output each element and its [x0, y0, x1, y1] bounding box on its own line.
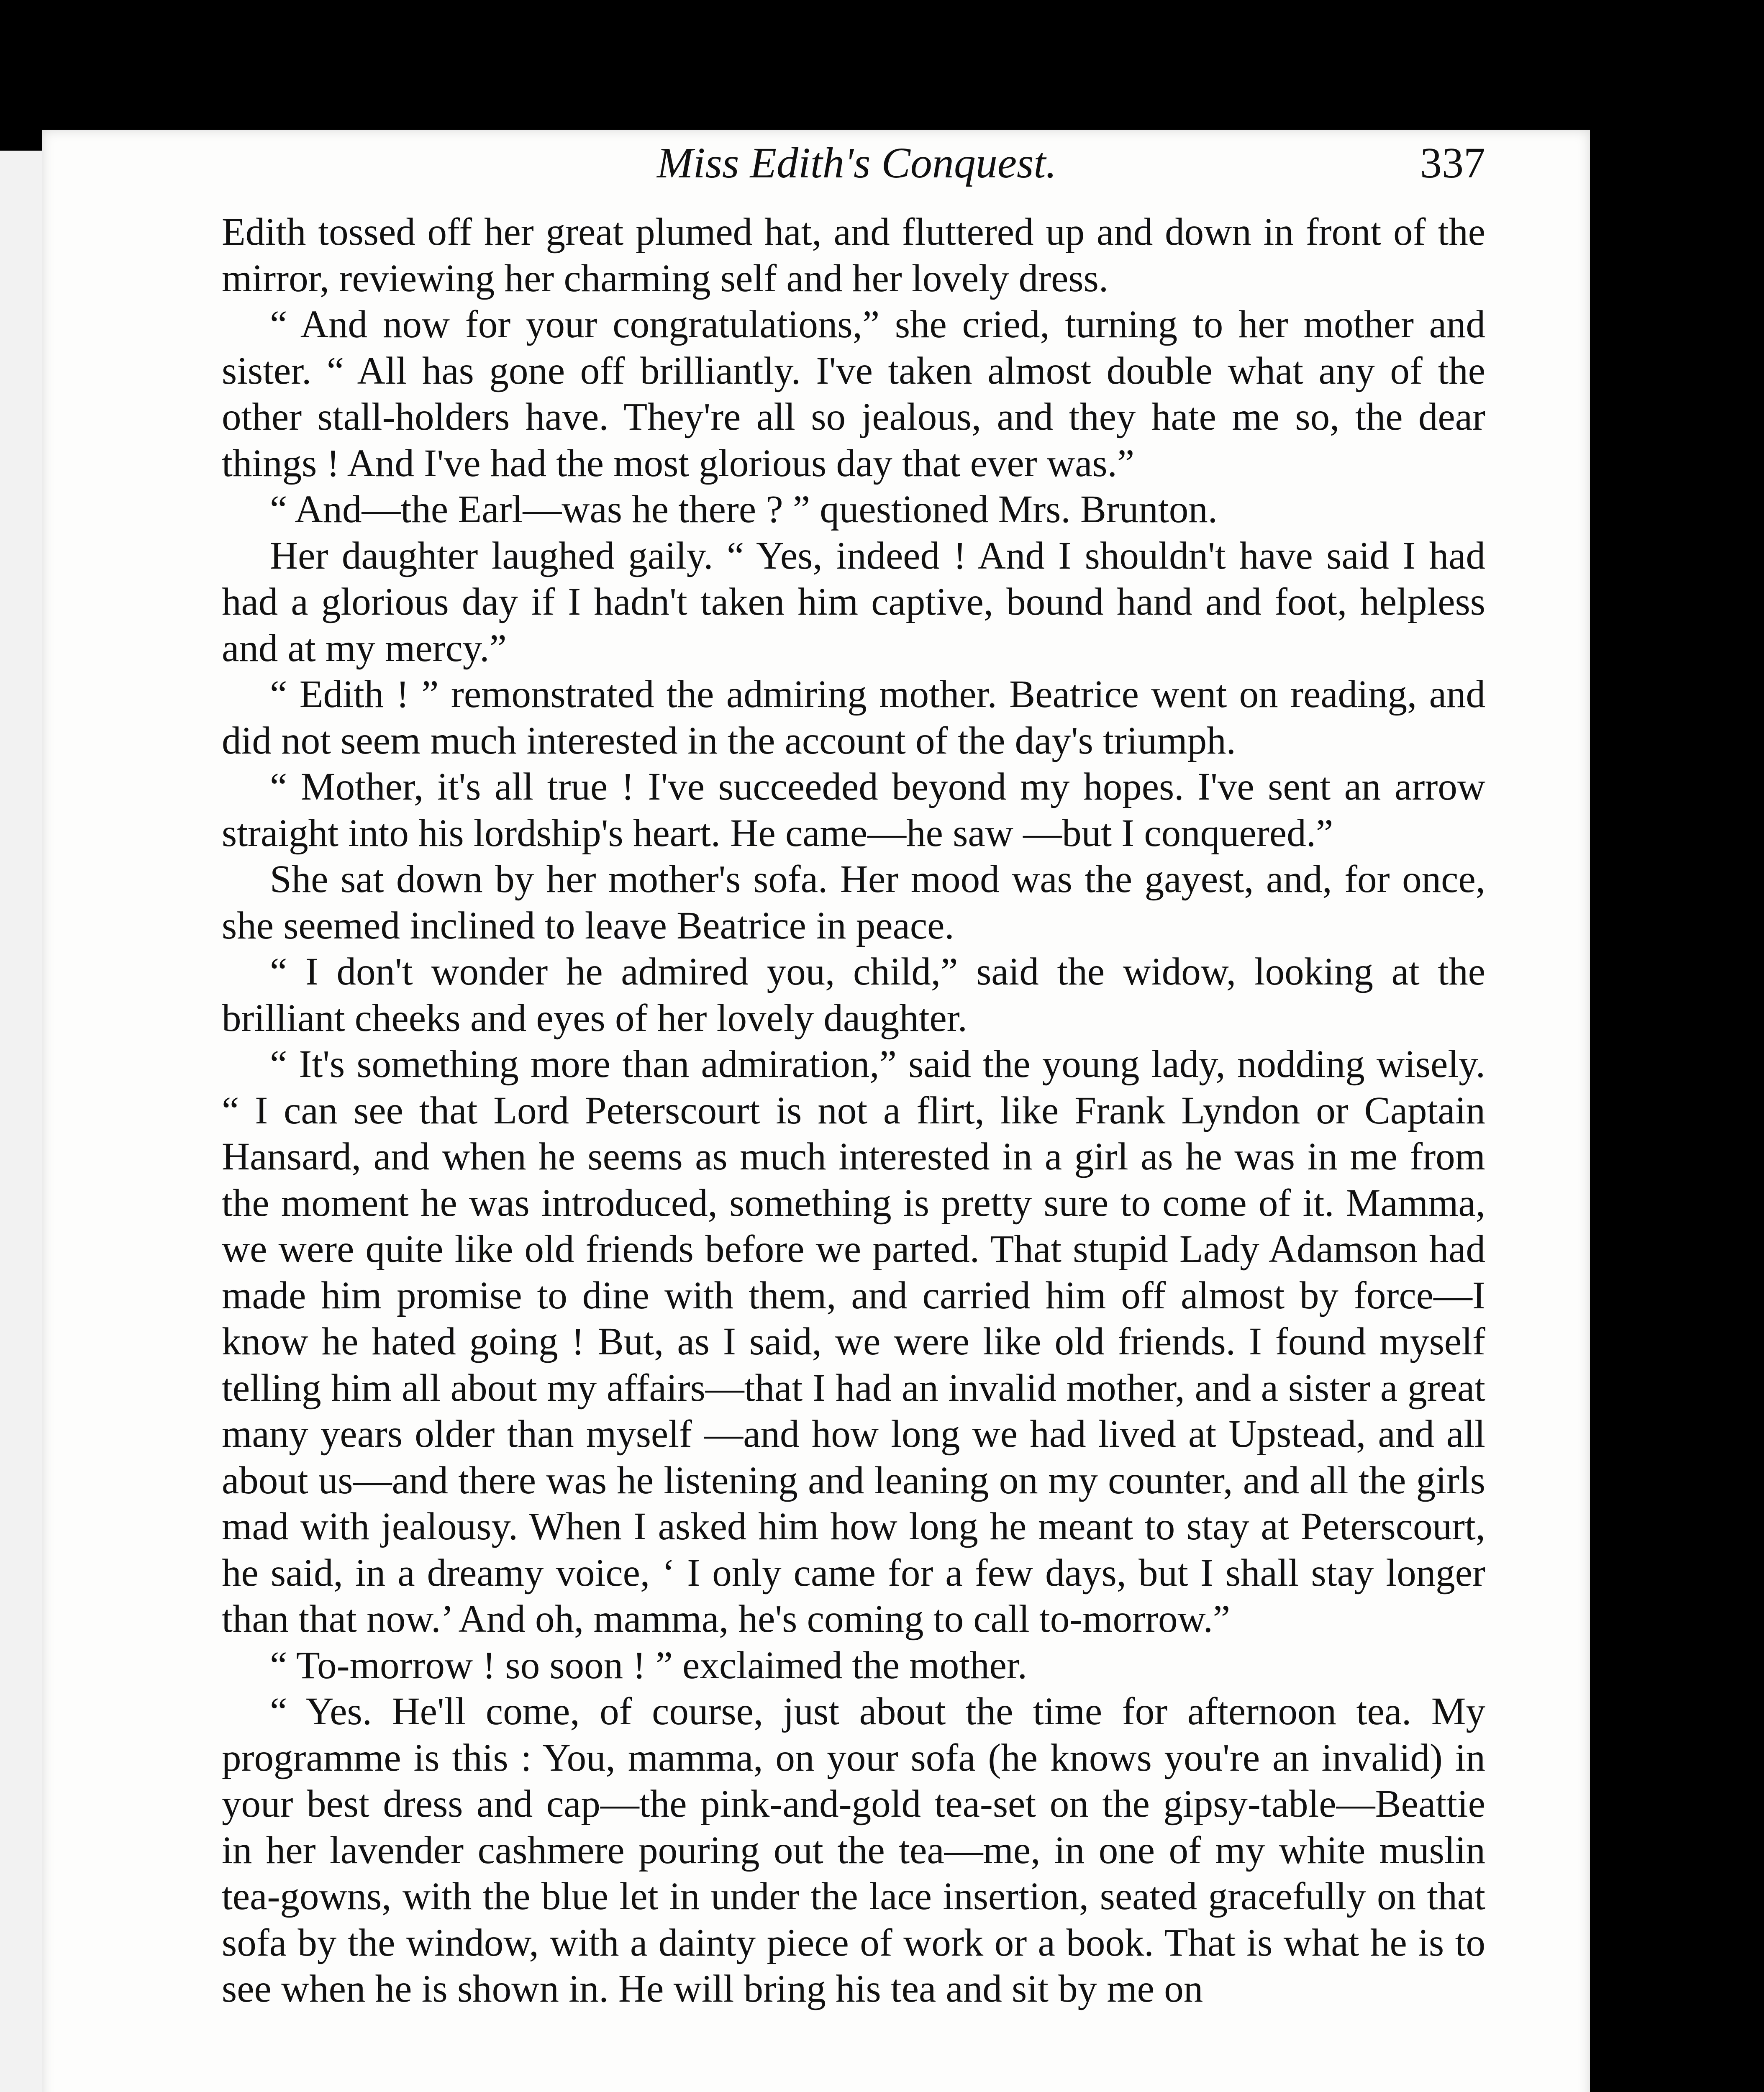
paragraph: “ Mother, it's all true ! I've succeeded beyond my hopes. I've sent an arrow straight into his lordship's heart. He came—he saw —but I conquered.”	[222, 765, 1485, 855]
book-spine-edge	[0, 151, 46, 2092]
paragraph: Edith tossed off her great plumed hat, and fluttered up and down in front of the mirror, reviewing her charming self and her lovely dress.	[222, 210, 1485, 300]
paragraph: Her daughter laughed gaily. “ Yes, indeed ! And I shouldn't have said I had had a glorious day if I hadn't taken him captive, bound hand and foot, helpless and at my mercy.”	[222, 534, 1485, 670]
paragraph: “ I don't wonder he admired you, child,” said the widow, looking at the brilliant cheeks and eyes of her lovely daughter.	[222, 950, 1485, 1040]
paragraph: “ And—the Earl—was he there ? ” questioned Mrs. Brunton.	[270, 488, 1218, 531]
paragraph: “ To-morrow ! so soon ! ” exclaimed the mother.	[270, 1643, 1027, 1687]
body-text	[222, 209, 1485, 2013]
paragraph: “ It's something more than admiration,” said the young lady, nodding wisely. “ I can see that Lord Peterscourt is not a flirt, like Frank Lyndon or Captain Hansard, and when he seems as much interested in a girl as he was in me from the moment he was introduced, something is pretty sure to come of it. Mamma, we were quite like old friends before we parted. That stupid Lady Adamson had made him promise to dine with them, and carried him off almost by force—I know he hated going ! But, as I said, we were like old friends. I found myself telling him all about my affairs—that I had an invalid mother, and a sister a great many years older than myself —and how long we had lived at Upstead, and all about us—and there was he listening and leaning on my counter, and all the girls mad with jealousy. When I asked him how long he meant to stay at Peterscourt, he said, in a dreamy voice, ‘ I only came for a few days, but I shall stay longer than that now.’ And oh, mamma, he's coming to call to-morrow.”	[222, 1043, 1485, 1641]
paragraph: “ Edith ! ” remonstrated the admiring mother. Beatrice went on reading, and did not seem much interested in the account of the day's triumph.	[222, 673, 1485, 762]
paragraph: “ Yes. He'll come, of course, just about the time for afternoon tea. My programme is this : You, mamma, on your sofa (he knows you're an invalid) in your best dress and cap—the pink-and-gold tea-set on the gipsy-table—Beattie in her lavender cashmere pouring out the tea—me, in one of my white muslin tea-gowns, with the blue let in under the lace insertion, seated gracefully on that sofa by the window, with a dainty piece of work or a book. That is what he is to see when he is shown in. He will bring his tea and sit by me on	[222, 1690, 1485, 2010]
paragraph: She sat down by her mother's sofa. Her mood was the gayest, and, for once, she seemed inclined to leave Beatrice in peace.	[222, 858, 1485, 947]
paragraph: “ And now for your congratulations,” she cried, turning to her mother and sister. “ All has gone off brilliantly. I've taken almost double what any of the other stall-holders have. They're all so jealous, and they hate me so, the dear things ! And I've had the most glorious day that ever was.”	[222, 303, 1485, 485]
page-number: 337	[1420, 139, 1485, 187]
page-header	[222, 130, 1485, 197]
running-head: Miss Edith's Conquest.	[657, 139, 1057, 187]
